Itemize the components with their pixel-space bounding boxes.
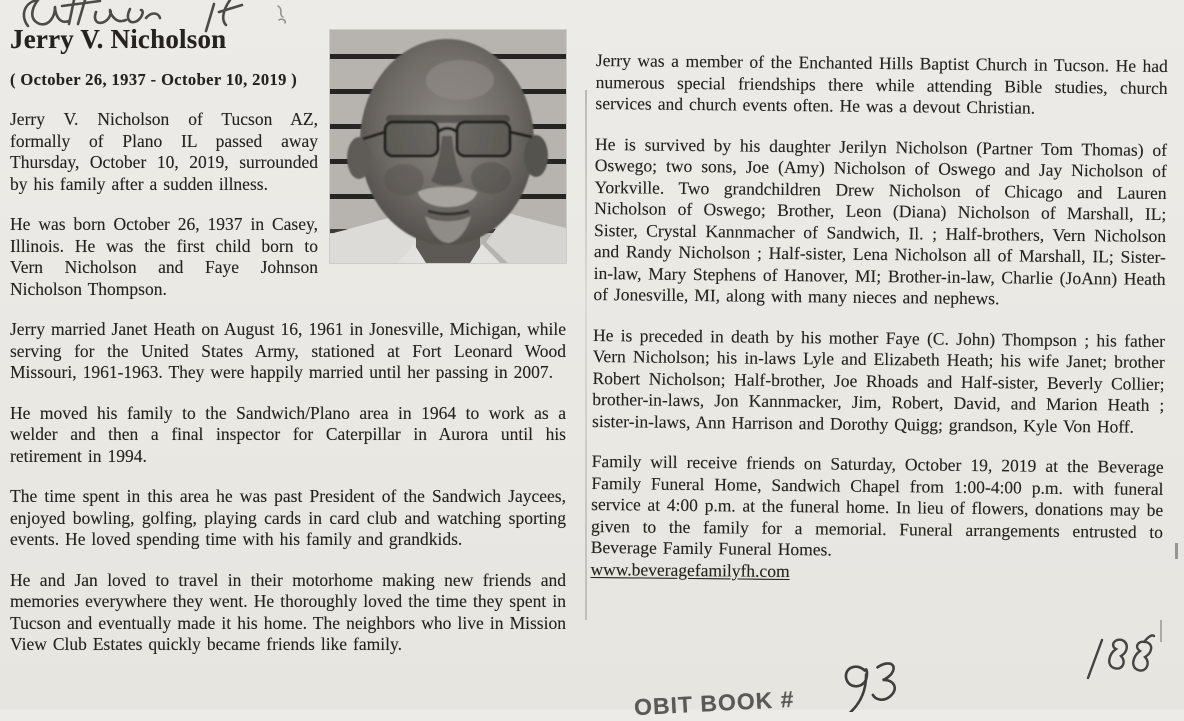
obituary-paragraph-marriage: Jerry married Janet Heath on August 16, 1961 in Jonesville, Michigan, while serving for the United States Army, stationed at Fort Leonard Wood Missouri, 1961-1963. They were happily married until her passing in 2007. xyxy=(10,319,566,382)
obituary-paragraph-community: The time spent in this area he was past President of the Sandwich Jaycees, enjoyed bowling, golfing, playing cards in card club and watching sporting events. He loved spending time with his family and grandkids. xyxy=(10,486,566,549)
obit-book-stamp: OBIT BOOK # xyxy=(633,685,796,721)
handwritten-page-number xyxy=(1076,632,1166,686)
scan-edge-mark xyxy=(1160,620,1162,642)
pencil-mark-icon xyxy=(274,4,292,26)
obituary-dates: ( October 26, 1937 - October 10, 2019 ) xyxy=(10,70,298,89)
obituary-paragraph-death-notice: Jerry V. Nicholson of Tucson AZ, formally of Plano IL passed away Thursday, October 10, 2019, surrounded by his family after a sudden illness. xyxy=(10,109,318,194)
obituary-paragraph-church: Jerry was a member of the Enchanted Hills Baptist Church in Tucson. He had numerous special friendships there while attending Bible studies, church services and church events often. He was a devout Christian. xyxy=(595,50,1168,118)
obituary-name-heading: Jerry V. Nicholson xyxy=(10,24,227,54)
handwritten-obit-book-number xyxy=(834,658,908,712)
portrait-photo xyxy=(330,30,566,263)
obituary-paragraph-birth: He was born October 26, 1937 in Casey, Illinois. He was the first child born to Vern Nicholson and Faye Johnson Nicholson Thompson. xyxy=(10,214,318,299)
scan-edge-mark xyxy=(1175,543,1178,559)
obituary-paragraph-services: Family will receive friends on Saturday, October 19, 2019 at the Beverage Family Funeral Home, Sandwich Chapel from 1:00-4:00 p.m. with funeral service at 4:00 p.m. at the funeral home. In lieu of flowers, donations may be given to the family for a memorial. Funeral arrangements entrusted to Beverage Family Funeral Homes. xyxy=(590,450,1164,560)
obituary-right-column xyxy=(590,50,1168,586)
column-seam-line xyxy=(585,90,587,620)
portrait-photo-illustration xyxy=(330,30,566,263)
obituary-paragraph-preceded: He is preceded in death by his mother Faye (C. John) Thompson ; his father Vern Nicholson; his in-laws Lyle and Elizabeth Heath; his wife Janet; brother Robert Nicholson; Half-brother, Joe Rhoads and Half-sister, Beverly Collier; brother-in-laws, Jon Kannmacker, Jim, Robert, David, and Marion Heath ; sister-in-laws, Ann Harrison and Dorothy Quigg; grandson, Kyle Von Hoff. xyxy=(592,324,1166,437)
obituary-paragraph-survivors: He is survived by his daughter Jerilyn Nicholson (Partner Tom Thomas) of Oswego; two sons, Joe (Amy) Nicholson of Oswego and Jay Nicholson of Yorkville. Two grandchildren Drew Nicholson of Chicago and Lauren Nicholson of Oswego; Brother, Leon (Diana) Nicholson of Marshall, IL; Sister, Crystal Kannmacher of Sandwich, Il. ; Half-brothers, Vern Nicholson and Randy Nicholson ; Half-sister, Lena Nicholson all of Marshall, IL; Sister-in-law, Mary Stephens of Hanover, MI; Brother-in-law, Charlie (JoAnn) Heath of Jonesville, MI, along with many nieces and nephews. xyxy=(593,133,1168,309)
obituary-paragraph-career: He moved his family to the Sandwich/Plano area in 1964 to work as a welder and then a final inspector for Caterpillar in Aurora until his retirement in 1994. xyxy=(10,402,566,466)
funeral-home-website: www.beveragefamilyfh.com xyxy=(590,558,790,581)
obituary-paragraph-travel: He and Jan loved to travel in their motorhome making new friends and memories everywhere they went. He thoroughly loved the time they spent in Tucson and eventually made it his home. The neighbors who live in Mission View Club Estates quickly became friends like family. xyxy=(10,569,566,654)
obituary-left-column xyxy=(10,24,566,675)
